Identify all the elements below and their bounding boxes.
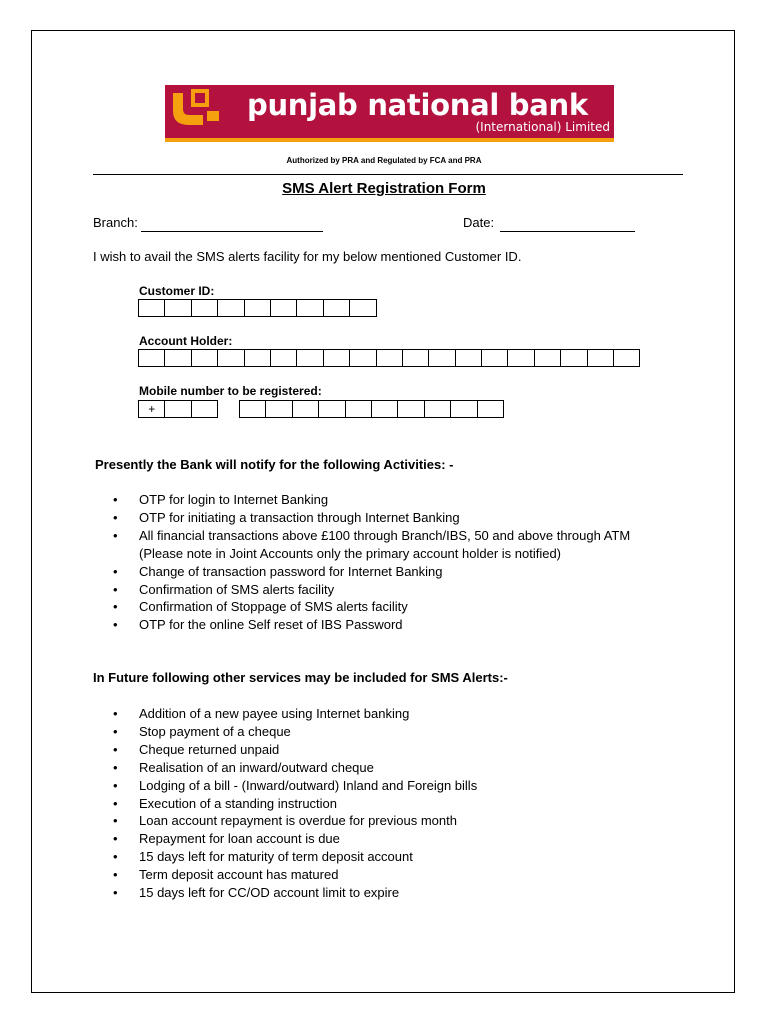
customer-id-box[interactable] <box>270 299 297 317</box>
account-holder-box[interactable] <box>560 349 587 367</box>
account-holder-box[interactable] <box>455 349 482 367</box>
intro-text: I wish to avail the SMS alerts facility for my below mentioned Customer ID. <box>93 249 522 264</box>
account-holder-box[interactable] <box>587 349 614 367</box>
list-item: • Cheque returned unpaid <box>113 741 477 759</box>
bank-name: punjab national bank <box>247 88 588 122</box>
mobile-prefix-box[interactable]: + <box>138 400 165 418</box>
header-divider <box>93 174 683 175</box>
list-item: • OTP for initiating a transaction through Internet Banking <box>113 509 630 527</box>
list-item-text: • All financial transactions above £100 through Branch/IBS, 50 and above through ATM <box>139 527 631 543</box>
mobile-number-box[interactable] <box>424 400 451 418</box>
customer-id-box[interactable] <box>164 299 191 317</box>
customer-id-boxes[interactable] <box>138 299 377 317</box>
mobile-country-box[interactable] <box>164 400 191 418</box>
account-holder-box[interactable] <box>507 349 534 367</box>
list-item: • Confirmation of SMS alerts facility <box>113 581 630 599</box>
list-item: • Loan account repayment is overdue for previous month <box>113 812 477 830</box>
customer-id-box[interactable] <box>217 299 244 317</box>
mobile-number-box[interactable] <box>292 400 319 418</box>
customer-id-box[interactable] <box>323 299 350 317</box>
list-item: • Change of transaction password for Internet Banking <box>113 563 630 581</box>
date-label: Date: <box>463 215 495 230</box>
mobile-number-box[interactable] <box>345 400 372 418</box>
mobile-number-box[interactable] <box>397 400 424 418</box>
list-item: • Term deposit account has matured <box>113 866 477 884</box>
mobile-label: Mobile number to be registered: <box>139 384 322 398</box>
list-item: • 15 days left for CC/OD account limit to expire <box>113 884 477 902</box>
account-holder-box[interactable] <box>402 349 429 367</box>
mobile-number-box[interactable] <box>318 400 345 418</box>
account-holder-box[interactable] <box>138 349 165 367</box>
customer-id-box[interactable] <box>296 299 323 317</box>
form-title-text: SMS Alert Registration Form <box>282 180 486 197</box>
list-item: • Realisation of an inward/outward cheque <box>113 759 477 777</box>
list-item: • Stop payment of a cheque <box>113 723 477 741</box>
account-holder-box[interactable] <box>428 349 455 367</box>
account-holder-box[interactable] <box>164 349 191 367</box>
account-holder-box[interactable] <box>296 349 323 367</box>
future-heading: In Future following other services may be included for SMS Alerts:- <box>93 670 508 685</box>
form-title <box>0 180 768 197</box>
account-holder-box[interactable] <box>349 349 376 367</box>
mobile-number-box[interactable] <box>477 400 504 418</box>
bank-logo <box>165 85 614 142</box>
mobile-number-box[interactable] <box>371 400 398 418</box>
authorization-note: Authorized by PRA and Regulated by FCA and PRA <box>286 156 482 165</box>
account-holder-boxes[interactable] <box>138 349 640 367</box>
customer-id-label: Customer ID: <box>139 284 215 298</box>
list-item-note: (Please note in Joint Accounts only the primary account holder is notified) <box>139 545 562 561</box>
customer-id-box[interactable] <box>138 299 165 317</box>
account-holder-box[interactable] <box>244 349 271 367</box>
list-item: • OTP for the online Self reset of IBS Password <box>113 616 630 634</box>
mobile-number-box[interactable] <box>265 400 292 418</box>
list-item: • 15 days left for maturity of term deposit account <box>113 848 477 866</box>
pnb-emblem-icon <box>167 85 225 142</box>
logo-accent-bar <box>165 138 614 142</box>
customer-id-box[interactable] <box>244 299 271 317</box>
account-holder-box[interactable] <box>270 349 297 367</box>
account-holder-box[interactable] <box>613 349 640 367</box>
future-list <box>113 705 477 902</box>
mobile-number-box[interactable] <box>239 400 266 418</box>
bank-subtitle: (International) Limited <box>475 120 610 134</box>
mobile-prefix-boxes[interactable] <box>138 400 218 418</box>
account-holder-box[interactable] <box>481 349 508 367</box>
list-item: • Execution of a standing instruction <box>113 795 477 813</box>
account-holder-box[interactable] <box>323 349 350 367</box>
mobile-number-boxes[interactable] <box>239 400 504 418</box>
account-holder-box[interactable] <box>534 349 561 367</box>
list-item: • Repayment for loan account is due <box>113 830 477 848</box>
customer-id-box[interactable] <box>191 299 218 317</box>
account-holder-label: Account Holder: <box>139 334 233 348</box>
list-item: • OTP for login to Internet Banking <box>113 491 630 509</box>
branch-field[interactable] <box>141 231 323 232</box>
branch-label: Branch: <box>93 215 138 230</box>
activities-list <box>113 491 630 634</box>
account-holder-box[interactable] <box>217 349 244 367</box>
list-item: • Lodging of a bill - (Inward/outward) Inland and Foreign bills <box>113 777 477 795</box>
list-item <box>113 527 630 563</box>
list-item: • Addition of a new payee using Internet banking <box>113 705 477 723</box>
list-item: • Confirmation of Stoppage of SMS alerts facility <box>113 598 630 616</box>
account-holder-box[interactable] <box>191 349 218 367</box>
customer-id-box[interactable] <box>349 299 376 317</box>
date-field[interactable] <box>500 231 635 232</box>
mobile-number-box[interactable] <box>450 400 477 418</box>
activities-heading: Presently the Bank will notify for the following Activities: - <box>95 457 454 472</box>
mobile-country-box[interactable] <box>191 400 218 418</box>
account-holder-box[interactable] <box>376 349 403 367</box>
